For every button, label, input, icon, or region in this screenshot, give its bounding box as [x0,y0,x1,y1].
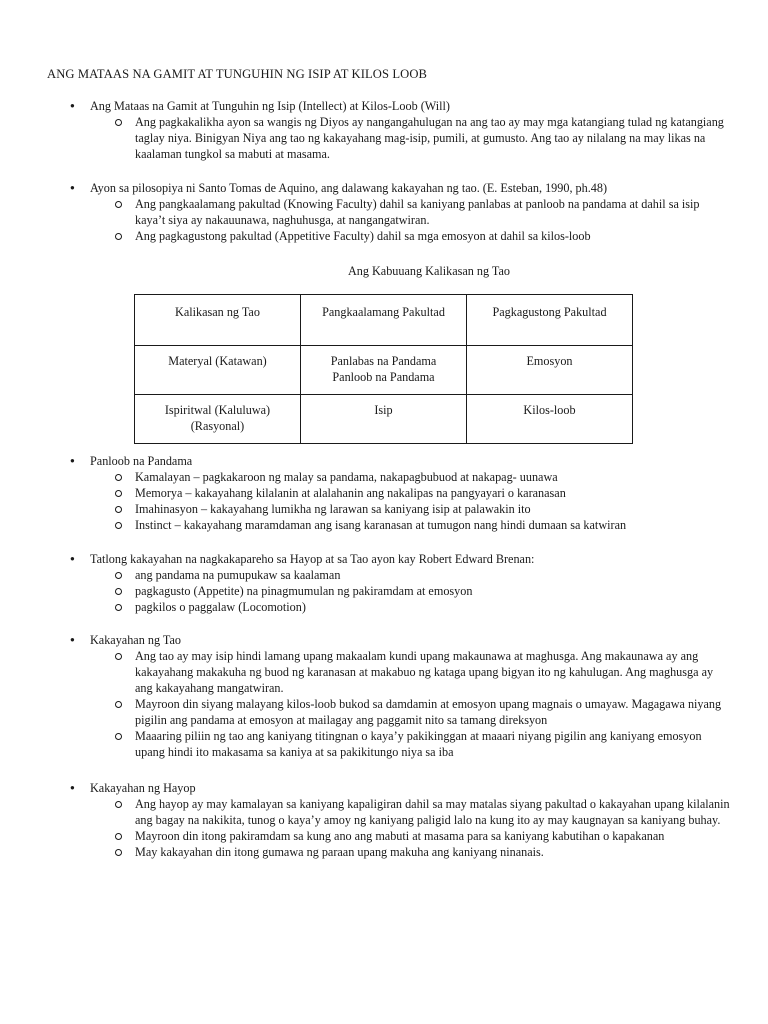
cell-line: Panloob na Pandama [332,370,435,384]
sub-item: pagkilos o paggalaw (Locomotion) [70,599,730,615]
cell-text: Materyal (Katawan) [168,354,267,368]
sub-item: Mayroon din itong pakiramdam sa kung ano ang mabuti at masama para sa kaniyang kabutihan o kapakanan [70,828,730,844]
sub-item: Mayroon din siyang malayang kilos-loob bukod sa damdamin at emosyon upang magnais o umayaw. Magagawa niyang pigilin ang pandama at emosyon at mailagay ang paggamit nito sa tamang direksyon [70,696,730,728]
cell-line: Ispiritwal (Kaluluwa) [164,403,271,417]
document-title: ANG MATAAS NA GAMIT AT TUNGUHIN NG ISIP AT KILOS LOOB [47,67,428,81]
sub-item: Memorya – kakayahang kilalanin at alalahanin ang nakalipas na pangyayari o karanasan [70,485,730,501]
table-header-cell: Kalikasan ng Tao [135,295,301,346]
cell-text: Kilos-loob [523,403,576,417]
cell-line: Panlabas na Pandama [330,354,437,368]
section-internal-senses [70,453,730,533]
sub-item: Maaaring piliin ng tao ang kaniyang titingnan o kaya’y pakikinggan at maaari niyang pigilin ang kaniyang emosyon upang hindi ito makasama sa kaniya at sa pakikitungo niya sa iba [70,728,730,760]
sub-list [70,114,730,162]
table-cell [135,395,301,444]
bullet-item: ● Tatlong kakayahan na nagkakapareho sa Hayop at sa Tao ayon kay Robert Edward Brenan: [70,551,730,567]
cell-line: (Rasyonal) [190,419,245,433]
table-cell [135,346,301,395]
sub-list [70,469,730,533]
sub-item: ang pandama na pumupukaw sa kaalaman [70,567,730,583]
sub-item: May kakayahan din itong gumawa ng paraan upang makuha ang kaniyang ninanais. [70,844,730,860]
table-cell [301,346,467,395]
bullet-item: ● Ang Mataas na Gamit at Tunguhin ng Isip (Intellect) at Kilos-Loob (Will) [70,98,730,114]
section-brenan [70,551,730,615]
table-caption: Ang Kabuuang Kalikasan ng Tao [347,264,511,278]
table-cell [467,346,633,395]
sub-item: Ang hayop ay may kamalayan sa kaniyang kapaligiran dahil sa may matalas siyang pakultad o kakayahan upang kilalanin ang bagay na nakikita, tunog o kaya’y amoy ng kaniyang paligid lalo na kung ito ay may kaugnayan sa kaniyang buhay. [70,796,730,828]
sub-list [70,567,730,615]
bullet-item: ● Ayon sa pilosopiya ni Santo Tomas de Aquino, ang dalawang kakayahan ng tao. (E. Esteban, 1990, ph.48) [70,180,730,196]
table-cell [301,395,467,444]
sub-item: pagkagusto (Appetite) na pinagmumulan ng pakiramdam at emosyon [70,583,730,599]
bullet-item: ● Kakayahan ng Hayop [70,780,730,796]
sub-list [70,796,730,860]
sub-item: Ang pagkakalikha ayon sa wangis ng Diyos ay nangangahulugan na ang tao ay may mga katangiang tulad ng katangiang taglay niya. Binigyan Niya ang tao ng kakayahang mag-isip, pumili, at gumusto. Ang tao ay nilalang na may likas na kaalaman tungkol sa mabuti at masama. [70,114,730,162]
table-row [135,346,633,395]
sub-item: Ang tao ay may isip hindi lamang upang makaalam kundi upang makaunawa at maghusga. Ang makaunawa ay ang kakayahang makakuha ng buod ng karanasan at makabuo ng kataga upang bigyan ito ng kahulugan. Ang maghusga ay ang kakayahang mangatwiran. [70,648,730,696]
sub-list [70,196,730,244]
bullet-item: ● Panloob na Pandama [70,453,730,469]
cell-text: Emosyon [526,354,573,368]
section-animal-abilities [70,780,730,860]
nature-table [134,294,633,444]
table-header-cell: Pagkagustong Pakultad [467,295,633,346]
sub-item: Kamalayan – pagkakaroon ng malay sa pandama, nakapagbubuod at nakapag- uunawa [70,469,730,485]
section-intellect-will [70,98,730,162]
section-human-abilities [70,632,730,760]
section-aquinas [70,180,730,244]
table-cell [467,395,633,444]
sub-item: Imahinasyon – kakayahang lumikha ng larawan sa kaniyang isip at palawakin ito [70,501,730,517]
table-header-cell: Pangkaalamang Pakultad [301,295,467,346]
table-header-row [135,295,633,346]
sub-item: Instinct – kakayahang maramdaman ang isang karanasan at tumugon nang hindi dumaan sa katwiran [70,517,730,533]
cell-text: Isip [374,403,393,417]
sub-item: Ang pagkagustong pakultad (Appetitive Faculty) dahil sa mga emosyon at dahil sa kilos-loob [70,228,730,244]
bullet-item: ● Kakayahan ng Tao [70,632,730,648]
table-row [135,395,633,444]
sub-list [70,648,730,760]
sub-item: Ang pangkaalamang pakultad (Knowing Faculty) dahil sa kaniyang panlabas at panloob na pandama at dahil sa isip kaya’t siya ay nakauunawa, naghuhusga, at nangangatwiran. [70,196,730,228]
